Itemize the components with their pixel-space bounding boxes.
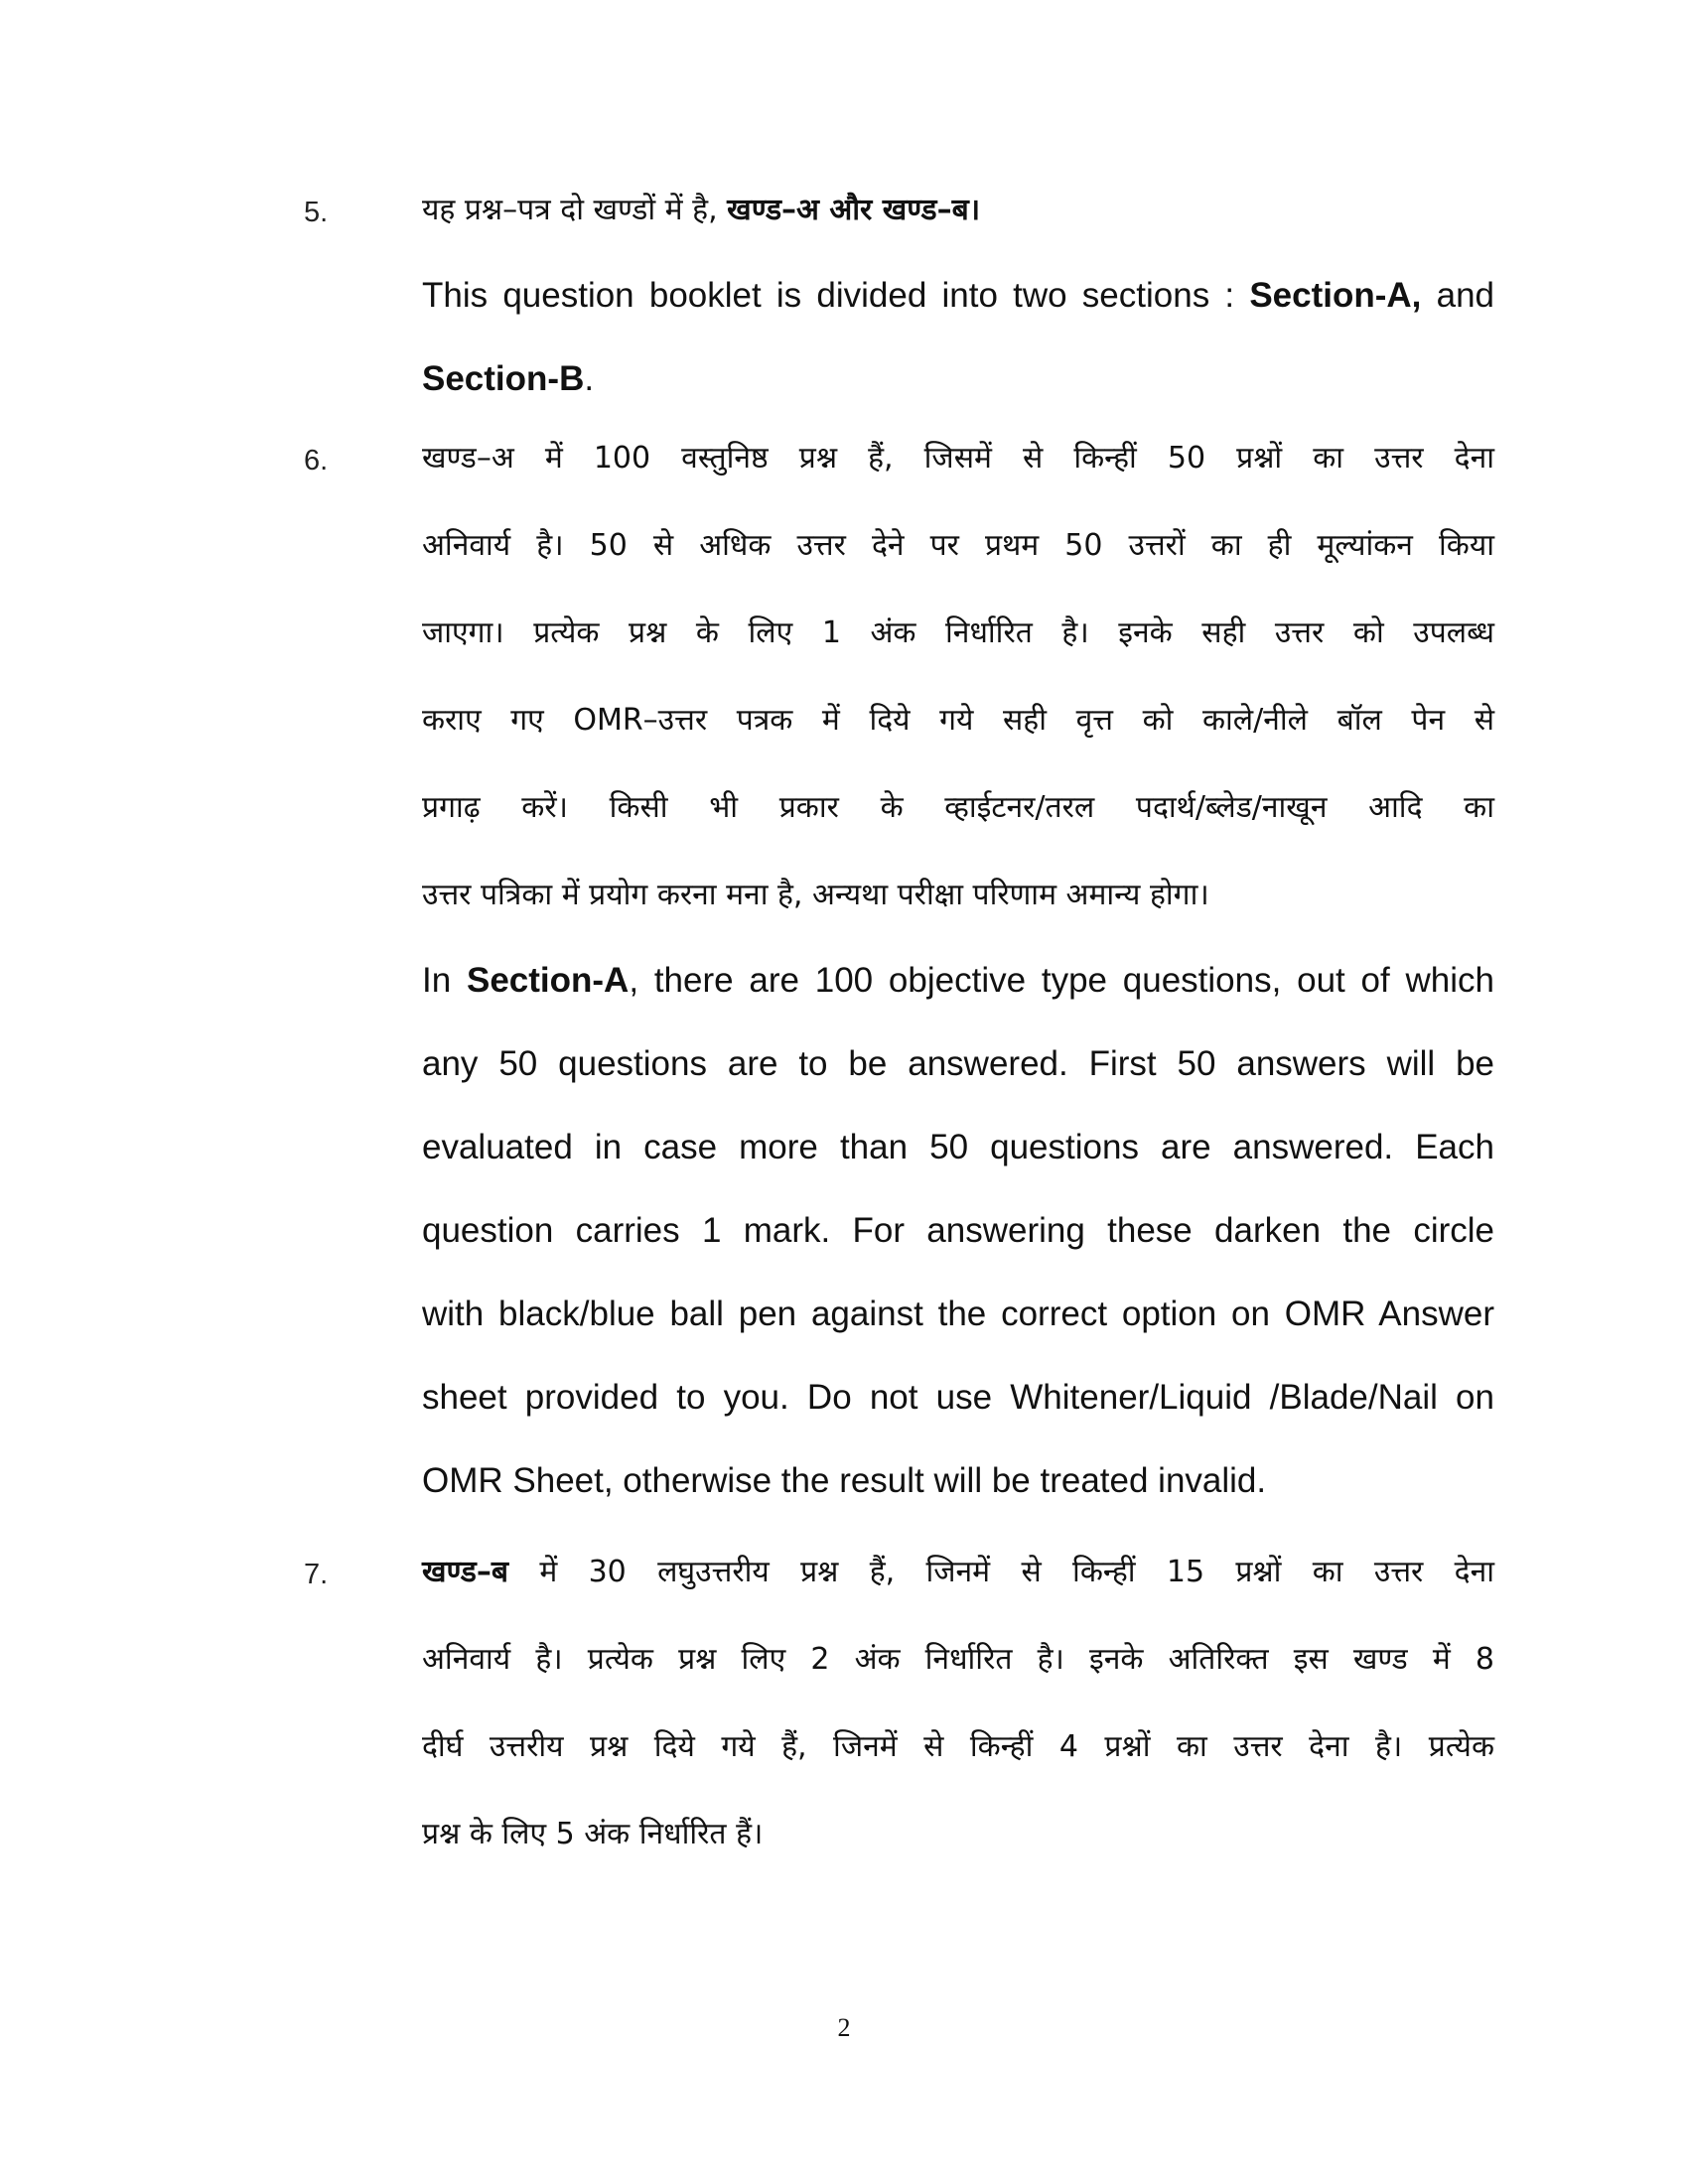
instruction-number: 5.	[304, 197, 329, 228]
english-text: This question booklet is divided into two sections : Section-A, and	[422, 276, 1495, 315]
hindi-text: यह प्रश्न–पत्र दो खण्डों में है, खण्ड–अ और खण्ड–ब।	[422, 193, 981, 227]
english-text-end: Section-B.	[422, 359, 595, 398]
instruction-number: 6.	[304, 445, 329, 477]
bold-term: खण्ड–अ और खण्ड–ब।	[727, 193, 981, 227]
hindi-text: खण्ड–अ में 100 वस्तुनिष्ठ प्रश्न हैं, जिसमें से किन्हीं 50 प्रश्नों का उत्तर देना अनिवार्य है। 50 से अधिक उत्तर देने पर प्रथम 50 उत्तरों का ही मूल्यांकन किया जाएगा। प्रत्येक प्रश्न के लिए 1 अंक निर्धारित है। इनके सही उत्तर को उपलब्ध कराए गए OMR–उत्तर पत्रक में दिये गये सही वृत्त को काले/नीले बॉल पेन से प्रगाढ़ करें। किसी भी प्रकार के व्हाईटनर/तरल पदार्थ/ब्लेड/नाखून आदि का	[422, 441, 1494, 825]
bold-term: खण्ड–ब	[422, 1555, 508, 1589]
bold-term: Section-B	[422, 359, 585, 398]
page-number: 2	[837, 2013, 851, 2042]
bold-term: Section-A	[466, 961, 630, 1000]
bold-term: Section-A,	[1249, 276, 1422, 315]
instruction-body	[422, 167, 1494, 421]
hindi-text: खण्ड–ब में 30 लघुउत्तरीय प्रश्न हैं, जिनमें से किन्हीं 15 प्रश्नों का उत्तर देना अनिवार्य है। प्रत्येक प्रश्न लिए 2 अंक निर्धारित है। इनके अतिरिक्त इस खण्ड में 8 दीर्घ उत्तरीय प्रश्न दिये गये हैं, जिनमें से किन्हीं 4 प्रश्नों का उत्तर देना है। प्रत्येक	[422, 1555, 1494, 1764]
instruction-body	[422, 415, 1494, 1523]
hindi-text-end: उत्तर पत्रिका में प्रयोग करना मना है, अन्यथा परीक्षा परिणाम अमान्य होगा।	[422, 878, 1209, 912]
instruction-number: 7.	[304, 1559, 329, 1590]
english-text-end: OMR Sheet, otherwise the result will be treated invalid.	[422, 1461, 1267, 1500]
instruction-body	[422, 1529, 1494, 1878]
hindi-text-end: प्रश्न के लिए 5 अंक निर्धारित हैं।	[422, 1817, 764, 1851]
english-text: In Section-A, there are 100 objective type questions, out of which any 50 questions are to be answered. First 50 answers will be evaluated in case more than 50 questions are answered. Each question carries 1 mark. For answering these darken the circle with black/blue ball pen against the correct option on OMR Answer sheet provided to you. Do not use Whitener/Liquid /Blade/Nail on	[422, 961, 1494, 1417]
